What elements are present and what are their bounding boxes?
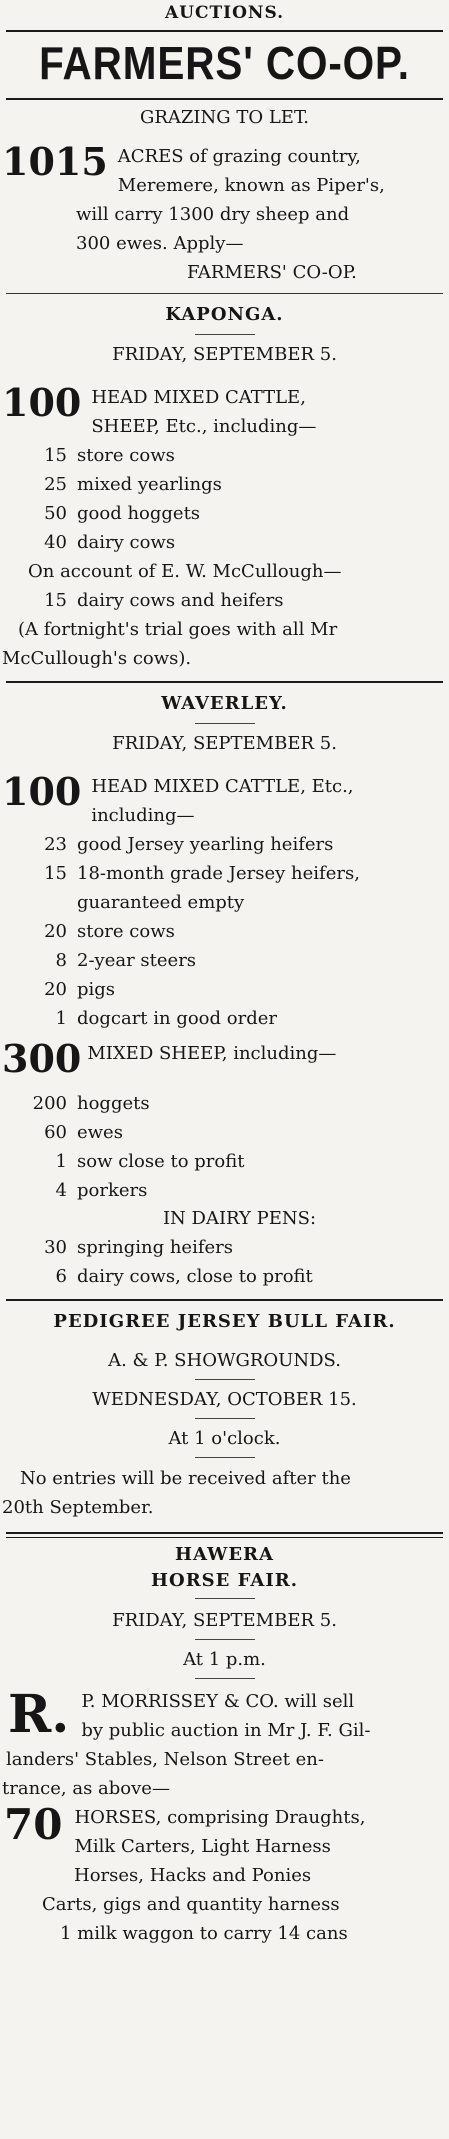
hawera-place: HAWERA (175, 1544, 274, 1565)
list-item: 4 porkers (55, 1180, 148, 1201)
divider (6, 293, 443, 294)
list-item: 30 springing heifers (44, 1237, 233, 1258)
text-line: HEAD MIXED CATTLE, (91, 387, 306, 408)
divider (195, 1678, 255, 1679)
divider (195, 1418, 255, 1419)
account-line: On account of E. W. McCullough— (28, 561, 342, 582)
list-item: guaranteed empty (77, 892, 245, 913)
list-item: 20 store cows (44, 921, 175, 942)
text-line: MIXED SHEEP, including— (87, 1043, 337, 1064)
drop-initial: R. (8, 1684, 70, 1745)
text-line: will carry 1300 dry sheep and (76, 204, 350, 225)
waverley-sheep-text (87, 1037, 447, 1068)
kaponga-text (91, 381, 447, 441)
jersey-fair-venue: A. & P. SHOWGROUNDS. (108, 1350, 341, 1371)
waverley-sheep-number: 300 (2, 1036, 82, 1081)
waverley-date: FRIDAY, SEPTEMBER 5. (112, 733, 337, 754)
waverley-cattle-number: 100 (2, 769, 82, 814)
note-line: (A fortnight's trial goes with all Mr (18, 619, 338, 640)
banner-title: FARMERS' CO-OP. (39, 37, 410, 89)
list-item: 50 good hoggets (44, 503, 201, 524)
text-line: Meremere, known as Piper's, (117, 175, 385, 196)
waverley-advert (2, 689, 447, 1291)
text-line: HORSES, comprising Draughts, (74, 1807, 366, 1828)
text-line: landers' Stables, Nelson Street en- (6, 1749, 324, 1770)
divider (195, 723, 255, 724)
spacer (2, 1081, 447, 1089)
hawera-body (2, 1684, 447, 1803)
list-item: 20 pigs (44, 979, 116, 1000)
kaponga-head-number: 100 (2, 380, 82, 425)
kaponga-date: FRIDAY, SEPTEMBER 5. (112, 344, 337, 365)
divider (195, 334, 255, 335)
hawera-advert (2, 1542, 447, 1948)
grazing-signature: FARMERS' CO-OP. (187, 262, 357, 283)
divider (6, 1532, 443, 1538)
kaponga-place: KAPONGA. (165, 304, 284, 325)
divider (6, 1299, 443, 1301)
text-line: Carts, gigs and quantity harness (42, 1894, 340, 1915)
grazing-acres-number: 1015 (2, 139, 108, 184)
text-line: trance, as above— (2, 1778, 170, 1799)
hawera-date: FRIDAY, SEPTEMBER 5. (112, 1610, 337, 1631)
list-item: 200 hoggets (32, 1093, 150, 1114)
waverley-sheep-body (2, 1037, 447, 1081)
list-item: 15 18-month grade Jersey heifers, (44, 863, 360, 884)
list-item: 15 store cows (44, 445, 175, 466)
divider (6, 681, 443, 683)
kaponga-body (2, 381, 447, 441)
text-line: Horses, Hacks and Ponies (74, 1865, 312, 1886)
text-line: 300 ewes. Apply— (76, 233, 244, 254)
divider (195, 1457, 255, 1458)
dairy-pens-heading: IN DAIRY PENS: (162, 1208, 317, 1229)
grazing-advert (2, 104, 447, 287)
text-line: HEAD MIXED CATTLE, Etc., (91, 776, 354, 797)
note-line: 20th September. (2, 1497, 154, 1518)
hawera-time: At 1 p.m. (183, 1649, 266, 1670)
grazing-body (2, 140, 447, 200)
hawera-horses (2, 1800, 447, 1890)
divider (195, 1639, 255, 1640)
note-line: McCullough's cows). (2, 648, 192, 669)
list-item: 23 good Jersey yearling heifers (44, 834, 334, 855)
hawera-title: HORSE FAIR. (151, 1570, 298, 1591)
list-item: 60 ewes (44, 1122, 123, 1143)
horse-count-number: 70 (4, 1800, 63, 1849)
note-line: No entries will be received after the (20, 1468, 351, 1489)
jersey-fair-advert (2, 1307, 447, 1522)
jersey-fair-time: At 1 o'clock. (168, 1428, 281, 1449)
waverley-place: WAVERLEY. (161, 693, 288, 714)
waverley-cattle-body (2, 770, 447, 830)
divider (195, 1598, 255, 1599)
waverley-cattle-text (91, 770, 447, 830)
divider (6, 98, 443, 100)
text-line: 1 milk waggon to carry 14 cans (60, 1923, 348, 1944)
divider (195, 1379, 255, 1380)
list-item: 25 mixed yearlings (44, 474, 222, 495)
grazing-title: GRAZING TO LET. (139, 107, 310, 128)
section-header: AUCTIONS. (164, 3, 285, 23)
text-line: Milk Carters, Light Harness (74, 1836, 331, 1857)
kaponga-advert (2, 300, 447, 673)
list-item: 15 dairy cows and heifers (44, 590, 284, 611)
list-item: 6 dairy cows, close to profit (55, 1266, 313, 1287)
text-line: including— (91, 805, 195, 826)
text-line: by public auction in Mr J. F. Gil- (81, 1720, 371, 1741)
text-line: P. MORRISSEY & CO. will sell (81, 1691, 355, 1712)
text-line: ACRES of grazing country, (117, 146, 361, 167)
jersey-fair-title: PEDIGREE JERSEY BULL FAIR. (53, 1311, 396, 1332)
list-item: 40 dairy cows (44, 532, 176, 553)
text-line: SHEEP, Etc., including— (91, 416, 317, 437)
list-item: 1 sow close to profit (55, 1151, 245, 1172)
list-item: 8 2-year steers (55, 950, 197, 971)
jersey-fair-date: WEDNESDAY, OCTOBER 15. (92, 1389, 357, 1410)
list-item: 1 dogcart in good order (55, 1008, 277, 1029)
grazing-text (118, 140, 447, 200)
